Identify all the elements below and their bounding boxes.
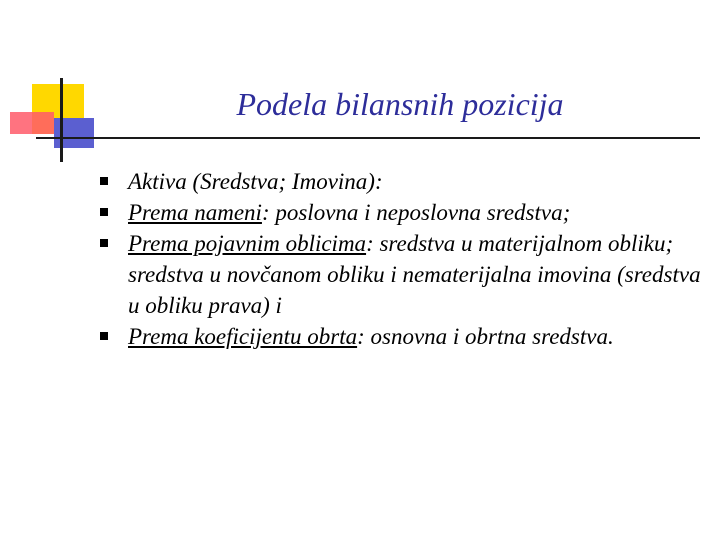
slide-title: Podela bilansnih pozicija (236, 86, 564, 122)
bullet-text: : osnovna i obrtna sredstva. (357, 324, 614, 349)
bullet-text: : sredstva u materijalnom obliku; sredstva u novčanom obliku i nematerijalna imovina (sredstva u obliku prava) i (128, 231, 701, 318)
title-underline-rule (36, 137, 700, 139)
bullet-item (100, 166, 710, 197)
bullet-text: Aktiva (Sredstva; Imovina): (128, 169, 383, 194)
bullet-item (100, 228, 710, 321)
vertical-rule (60, 78, 63, 162)
square-bullet-icon (100, 239, 108, 247)
square-bullet-icon (100, 177, 108, 185)
red-square (10, 112, 54, 134)
bullet-item (100, 321, 710, 352)
bullet-text: : poslovna i neposlovna sredstva; (261, 200, 571, 225)
square-bullet-icon (100, 208, 108, 216)
bullet-item (100, 197, 710, 228)
bullet-heading: Prema pojavnim oblicima (128, 231, 367, 256)
slide-logo-decoration (0, 0, 100, 170)
bullet-heading: Prema nameni (128, 200, 262, 225)
bullet-heading: Prema koeficijentu obrta (128, 324, 358, 349)
square-bullet-icon (100, 332, 108, 340)
bullet-list (100, 166, 710, 352)
